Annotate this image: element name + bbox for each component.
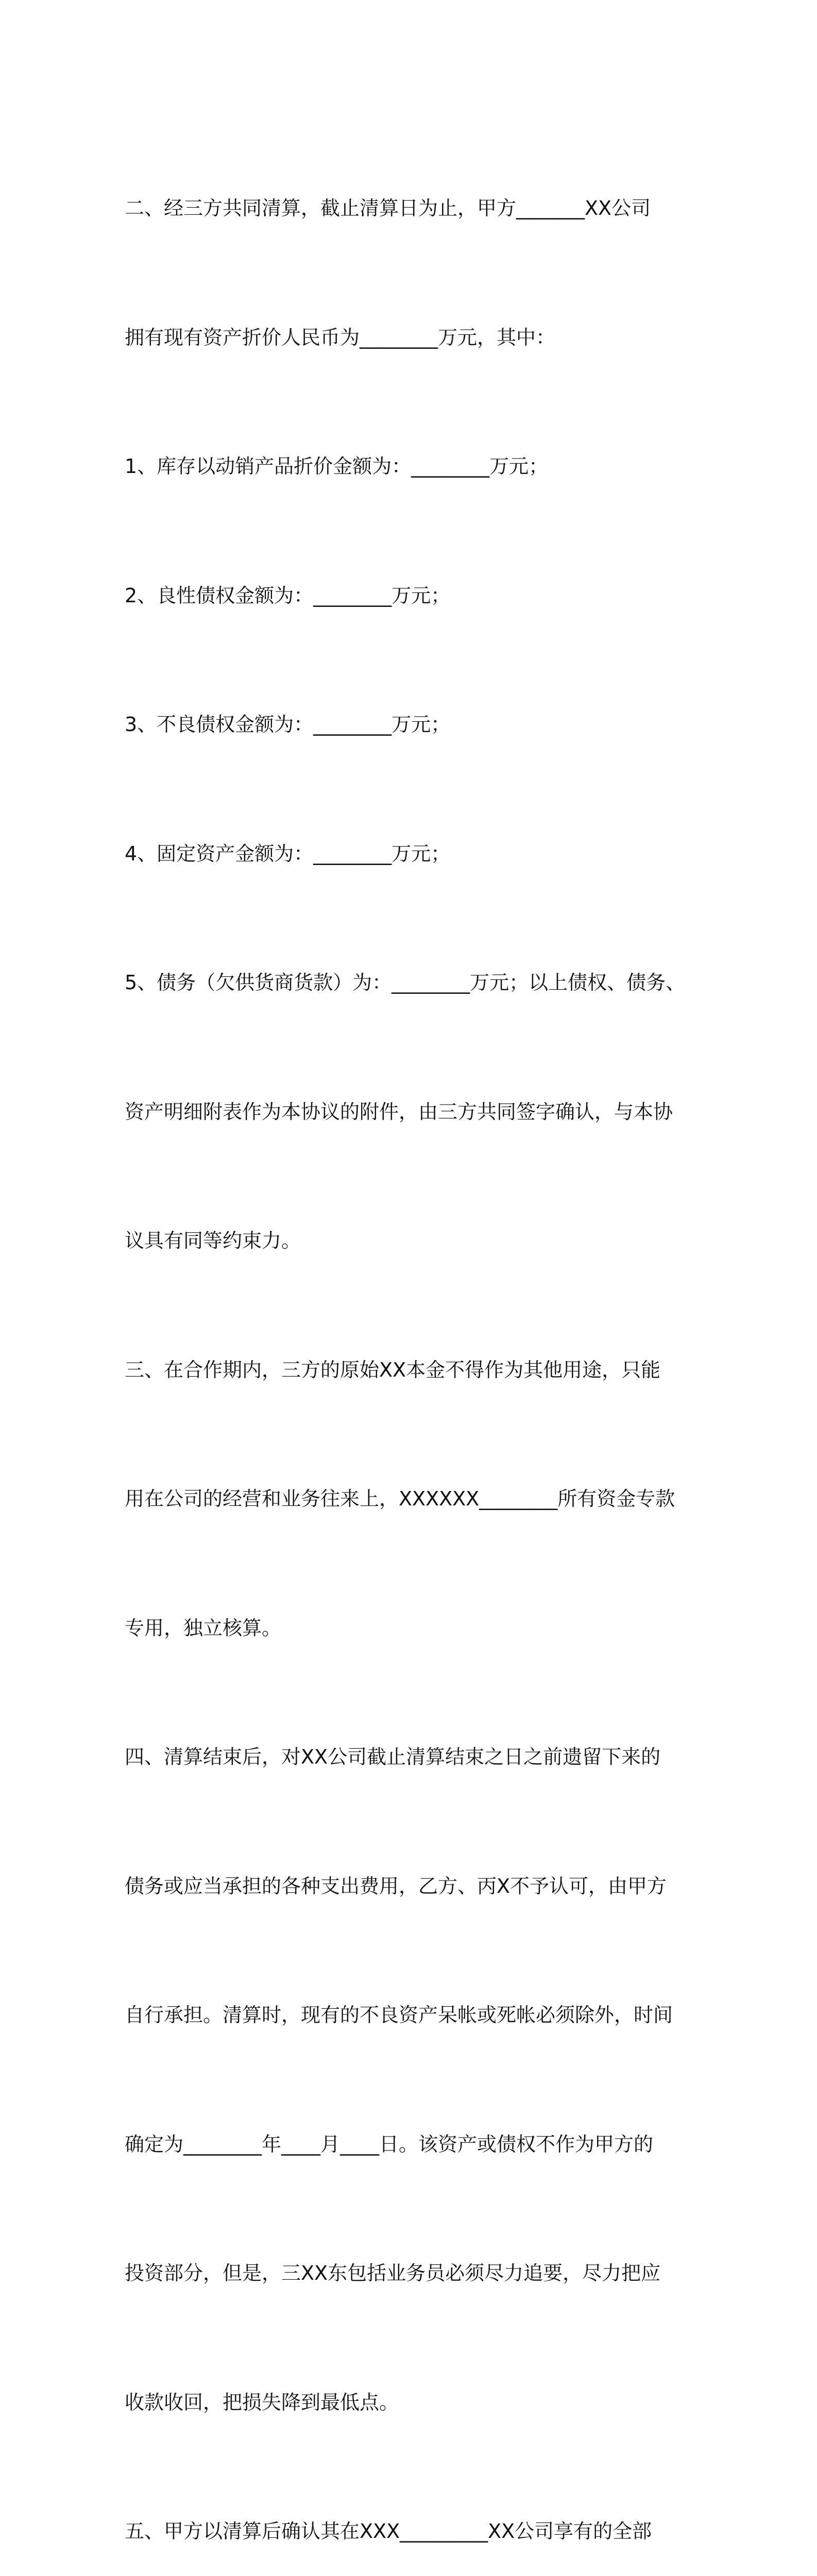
text-line: 拥有现有资产折价人民币为________万元，其中： — [125, 326, 556, 349]
text-line: 三、在合作期内，三方的原始XX本金不得作为其他用途，只能 — [125, 1358, 661, 1381]
text-line: 1、库存以动销产品折价金额为：________万元； — [125, 455, 549, 478]
text-line: 收款收回，把损失降到最低点。 — [125, 2391, 399, 2414]
agreement-text — [125, 101, 702, 2576]
text-line: 自行承担。清算时，现有的不良资产呆帐或死帐必须除外，时间 — [125, 2004, 673, 2026]
text-line: 债务或应当承担的各种支出费用，乙方、丙X不予认可，由甲方 — [125, 1874, 667, 1897]
text-line: 5、债务（欠供货商货款）为：________万元；以上债权、债务、 — [125, 971, 686, 994]
text-line: 3、不良债权金额为：________万元； — [125, 713, 451, 736]
text-line: 二、经三方共同清算，截止清算日为止，甲方_______XX公司 — [125, 197, 651, 219]
text-line: 2、良性债权金额为：________万元； — [125, 584, 451, 607]
text-line: 资产明细附表作为本协议的附件，由三方共同签字确认，与本协 — [125, 1100, 673, 1123]
text-line: 确定为________年____月____日。该资产或债权不作为甲方的 — [125, 2132, 654, 2156]
text-line: 专用，独立核算。 — [125, 1616, 282, 1639]
text-line: 五、甲方以清算后确认其在XXX_________XX公司享有的全部 — [125, 2520, 652, 2543]
text-line: 4、固定资产金额为：________万元； — [125, 842, 451, 865]
text-line: 议具有同等约束力。 — [125, 1229, 301, 1252]
text-line: 用在公司的经营和业务往来上，XXXXXX________所有资金专款 — [125, 1487, 675, 1510]
text-line: 四、清算结束后，对XX公司截止清算结束之日之前遗留下来的 — [125, 1745, 661, 1768]
text-line: 投资部分，但是，三XX东包括业务员必须尽力追要，尽力把应 — [125, 2262, 661, 2284]
